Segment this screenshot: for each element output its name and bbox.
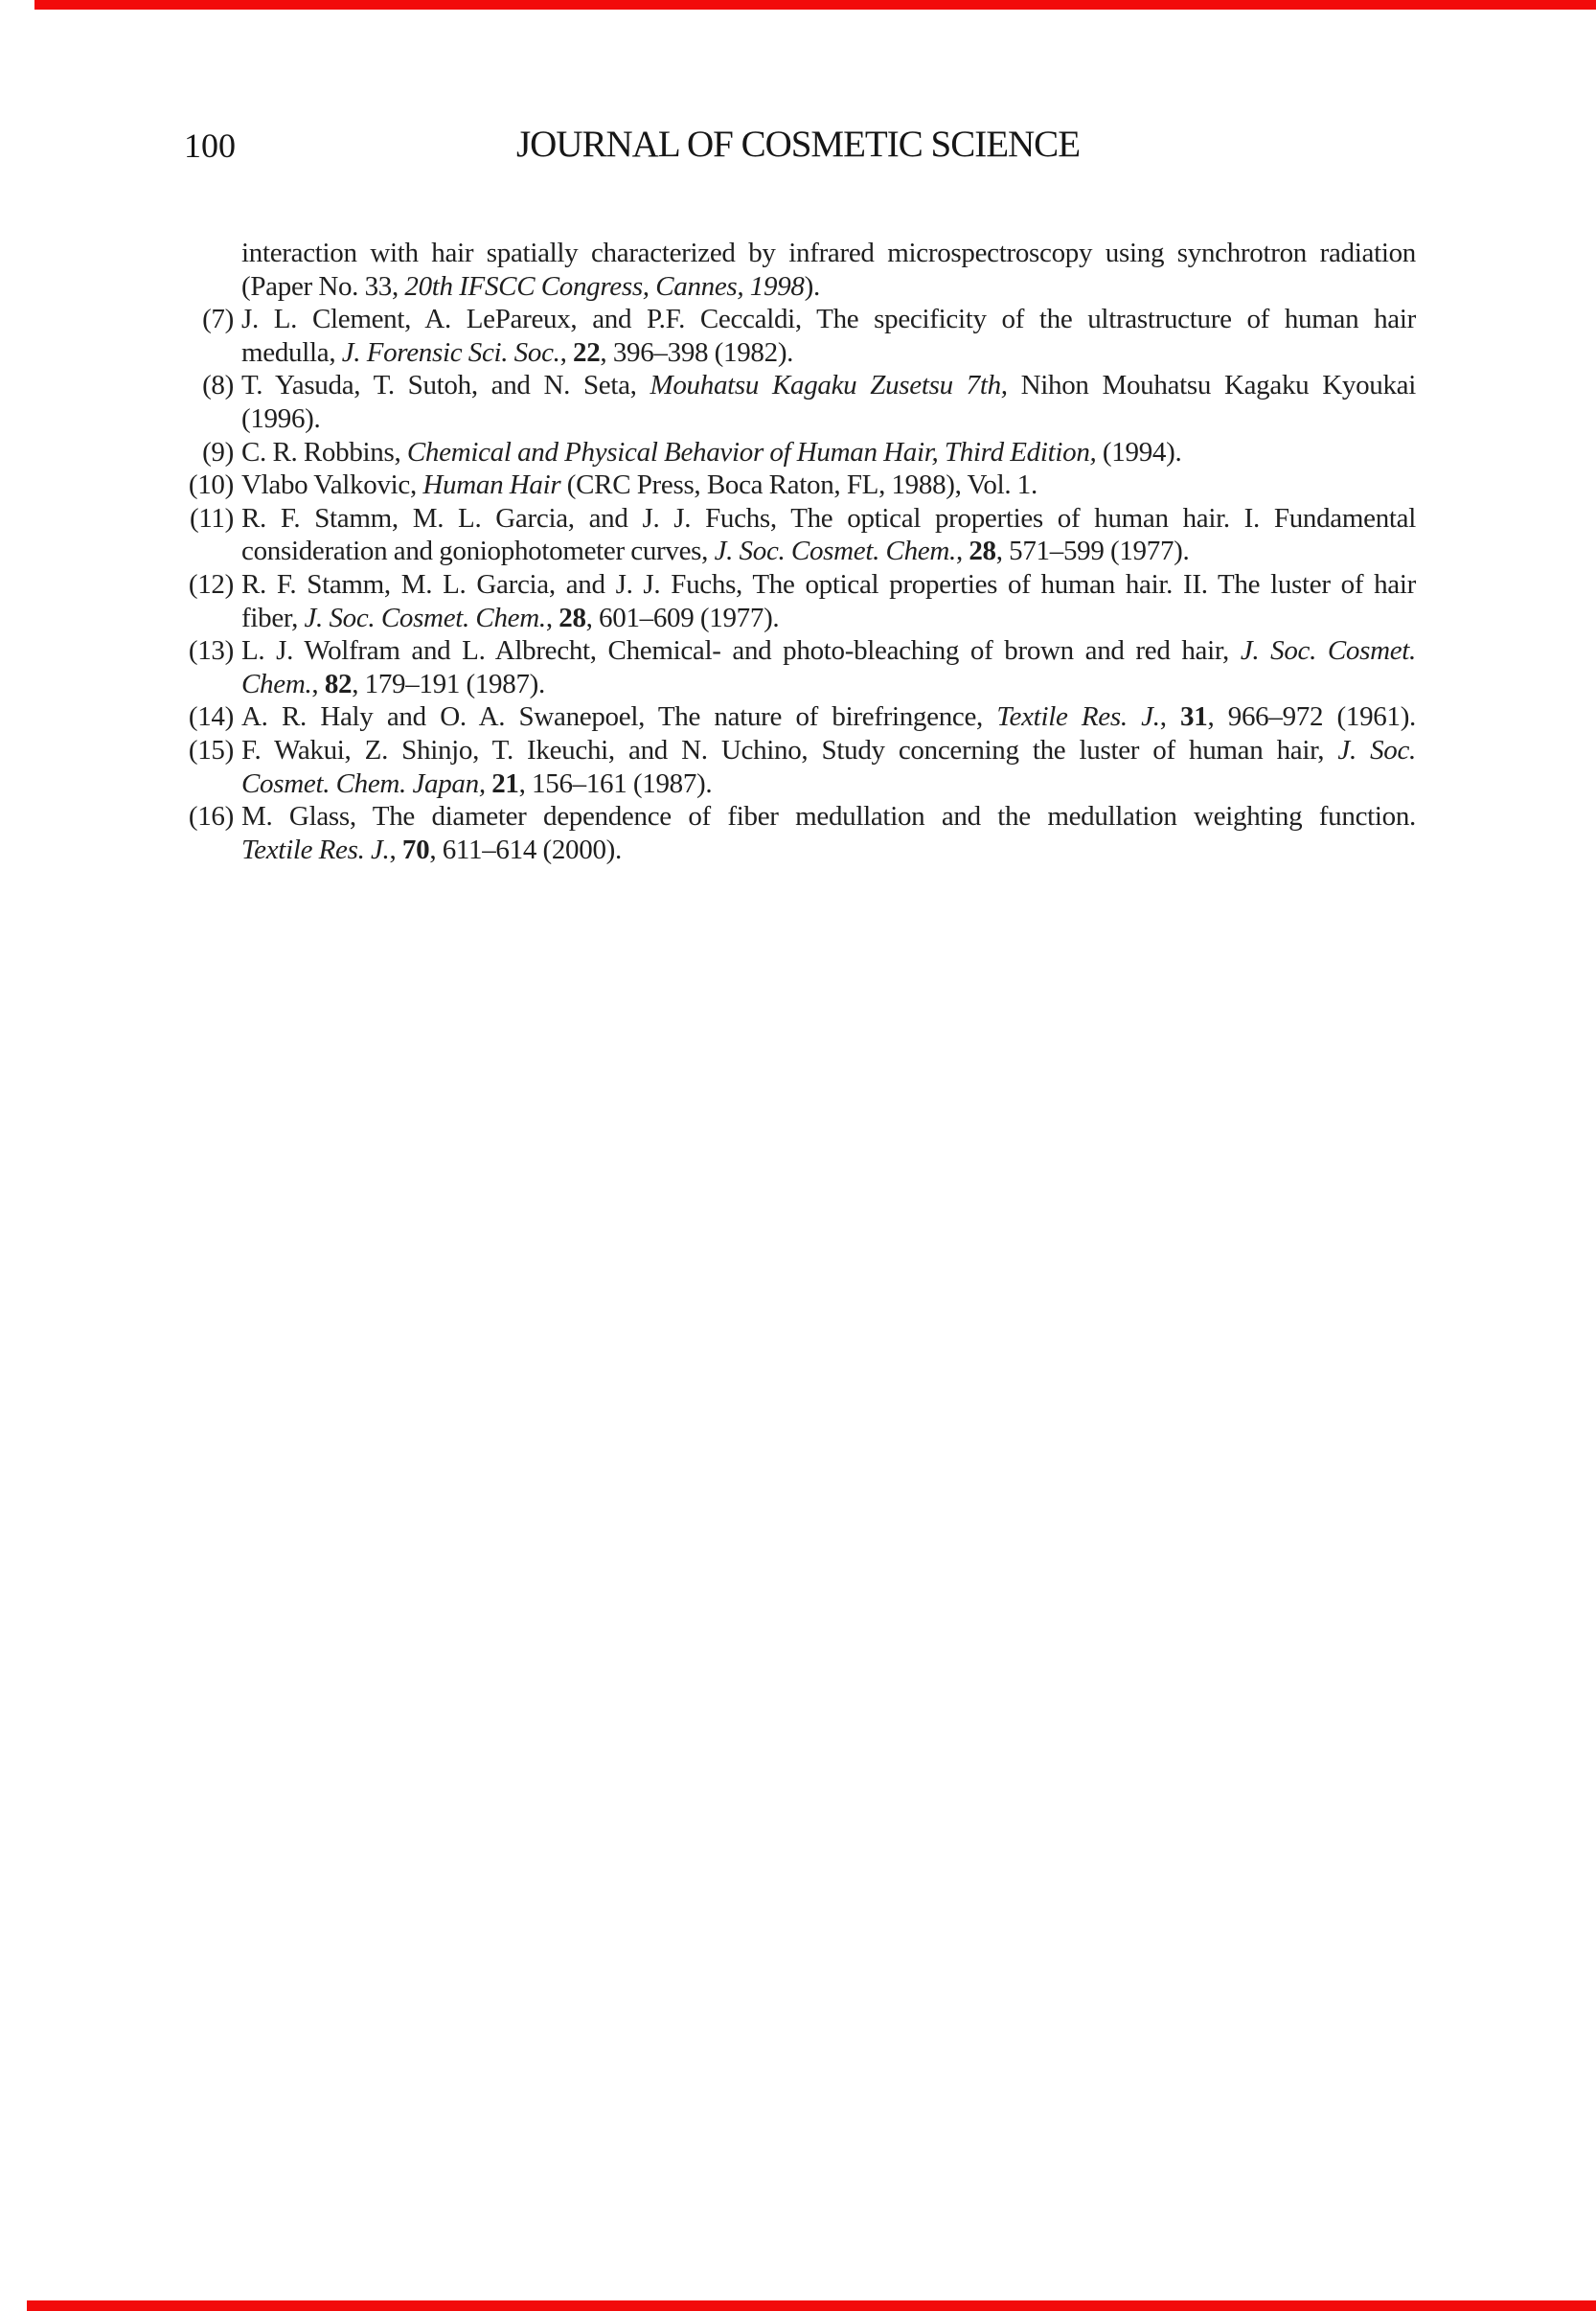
reference-content bbox=[241, 303, 1416, 369]
reference-text-segment: (Paper No. 33, bbox=[241, 270, 405, 302]
reference-text-segment: J. Soc. Cosmet. Chem. bbox=[304, 602, 546, 633]
reference-text-segment: 21 bbox=[491, 767, 519, 799]
reference-text-segment: J. L. Clement, A. LePareux, and P.F. Ceccaldi, The specificity of the ultrastructure of human hair bbox=[241, 304, 1416, 335]
reference-text-segment: , 571–599 (1977). bbox=[995, 536, 1190, 567]
reference-text-segment: Textile Res. J. bbox=[996, 701, 1160, 733]
reference-line bbox=[241, 767, 1416, 801]
reference-text-segment: , bbox=[1159, 701, 1181, 733]
reference-line bbox=[241, 402, 1416, 436]
reference-content bbox=[241, 568, 1416, 634]
reference-text-segment: , bbox=[545, 602, 559, 633]
reference-text-segment: 70 bbox=[401, 834, 430, 865]
reference-line bbox=[241, 336, 1416, 370]
reference-line bbox=[241, 502, 1416, 536]
reference-text-segment: Human Hair bbox=[422, 469, 561, 501]
reference-text-segment: , 179–191 (1987). bbox=[352, 668, 545, 699]
reference-text-segment: J. Soc. bbox=[1337, 734, 1416, 766]
reference-label: (12) bbox=[188, 568, 234, 600]
reference-text-segment: consideration and goniophotometer curves, bbox=[241, 536, 715, 567]
reference-content bbox=[241, 502, 1416, 568]
scan-edge-artifact-bottom bbox=[27, 2300, 1596, 2311]
reference-line bbox=[241, 834, 1416, 867]
reference-label: (8) bbox=[202, 370, 234, 401]
reference-label: (9) bbox=[202, 436, 234, 468]
reference-line bbox=[241, 734, 1416, 767]
reference-text-segment: fiber, bbox=[241, 602, 305, 633]
reference-item bbox=[178, 436, 1416, 469]
reference-text-segment: T. Yasuda, T. Sutoh, and N. Seta, bbox=[241, 370, 650, 401]
reference-content bbox=[241, 436, 1416, 469]
reference-label: (10) bbox=[188, 469, 234, 501]
page-number: 100 bbox=[184, 126, 236, 165]
reference-text-segment: , bbox=[955, 536, 969, 567]
reference-line bbox=[241, 634, 1416, 668]
reference-line bbox=[241, 369, 1416, 402]
reference-text-segment: 22 bbox=[573, 336, 601, 368]
reference-content bbox=[241, 237, 1416, 303]
reference-text-segment: M. Glass, The diameter dependence of fiber medullation and the medullation weighting function. bbox=[241, 801, 1416, 833]
reference-content bbox=[241, 634, 1416, 700]
reference-text-segment: Textile Res. J. bbox=[241, 834, 390, 865]
reference-text-segment: , bbox=[311, 668, 325, 699]
reference-line bbox=[241, 535, 1416, 568]
reference-text-segment: , 601–609 (1977). bbox=[585, 602, 780, 633]
reference-text-segment: Mouhatsu Kagaku Zusetsu 7th, bbox=[650, 370, 1008, 401]
reference-text-segment: , bbox=[389, 834, 402, 865]
reference-content bbox=[241, 700, 1416, 734]
reference-text-segment: F. Wakui, Z. Shinjo, T. Ikeuchi, and N. Uchino, Study concerning the luster of human hair, bbox=[241, 734, 1338, 766]
reference-label: (13) bbox=[188, 635, 234, 667]
reference-text-segment: L. J. Wolfram and L. Albrecht, Chemical- and photo-bleaching of brown and red hair, bbox=[241, 635, 1241, 667]
reference-label: (16) bbox=[188, 801, 234, 833]
reference-item bbox=[178, 502, 1416, 568]
reference-text-segment: Chem. bbox=[241, 668, 312, 699]
reference-item bbox=[178, 469, 1416, 502]
reference-text-segment: (1996). bbox=[241, 402, 321, 434]
reference-text-segment: R. F. Stamm, M. L. Garcia, and J. J. Fuchs, The optical properties of human hair. II. The luster of hair bbox=[241, 568, 1416, 600]
reference-text-segment: Cosmet. Chem. Japan, bbox=[241, 767, 486, 799]
journal-title: JOURNAL OF COSMETIC SCIENCE bbox=[515, 124, 1081, 165]
reference-text-segment: 82 bbox=[324, 668, 353, 699]
reference-text-segment: , 611–614 (2000). bbox=[429, 834, 622, 865]
reference-text-segment: (CRC Press, Boca Raton, FL, 1988), Vol. 1. bbox=[560, 469, 1037, 501]
reference-text-segment: Chemical and Physical Behavior of Human Hair, Third Edition, bbox=[406, 436, 1097, 468]
reference-text-segment: ). bbox=[804, 270, 820, 302]
reference-content bbox=[241, 469, 1416, 502]
reference-text-segment: 31 bbox=[1180, 701, 1208, 733]
reference-line bbox=[241, 800, 1416, 834]
reference-item bbox=[178, 237, 1416, 303]
reference-item bbox=[178, 369, 1416, 435]
reference-text-segment: C. R. Robbins, bbox=[241, 436, 407, 468]
reference-line bbox=[241, 700, 1416, 734]
reference-item bbox=[178, 700, 1416, 734]
reference-label: (14) bbox=[188, 701, 234, 733]
reference-content bbox=[241, 369, 1416, 435]
reference-label: (11) bbox=[189, 502, 234, 534]
reference-text-segment: A. R. Haly and O. A. Swanepoel, The nature of birefringence, bbox=[241, 701, 997, 733]
reference-list bbox=[178, 237, 1416, 866]
reference-label: (7) bbox=[202, 304, 234, 335]
reference-content bbox=[241, 734, 1416, 800]
reference-text-segment: Vlabo Valkovic, bbox=[241, 469, 423, 501]
reference-line bbox=[241, 237, 1416, 270]
reference-text-segment: 28 bbox=[559, 602, 586, 633]
reference-line bbox=[241, 270, 1416, 304]
reference-text-segment: , 396–398 (1982). bbox=[600, 336, 794, 368]
reference-text-segment: R. F. Stamm, M. L. Garcia, and J. J. Fuchs, The optical properties of human hair. I. Fundamental bbox=[241, 502, 1416, 534]
reference-label: (15) bbox=[188, 734, 234, 766]
reference-text-segment: 20th IFSCC Congress, Cannes, 1998 bbox=[404, 270, 805, 302]
reference-line bbox=[241, 602, 1416, 635]
reference-text-segment: , 156–161 (1987). bbox=[518, 767, 713, 799]
scan-edge-artifact-top bbox=[34, 0, 1596, 10]
reference-item bbox=[178, 303, 1416, 369]
reference-line bbox=[241, 568, 1416, 602]
reference-text-segment: J. Forensic Sci. Soc. bbox=[341, 336, 560, 368]
reference-text-segment: J. Soc. Cosmet. bbox=[1240, 635, 1416, 667]
reference-text-segment: medulla, bbox=[241, 336, 342, 368]
reference-text-segment: Nihon Mouhatsu Kagaku Kyoukai bbox=[1007, 370, 1416, 401]
reference-line bbox=[241, 303, 1416, 336]
reference-content bbox=[241, 800, 1416, 866]
reference-text-segment: 28 bbox=[969, 536, 996, 567]
reference-line bbox=[241, 469, 1416, 502]
reference-item bbox=[178, 634, 1416, 700]
reference-line bbox=[241, 668, 1416, 701]
reference-text-segment: interaction with hair spatially characterized by infrared microspectroscopy using synchrotron radiation bbox=[241, 238, 1416, 268]
reference-item bbox=[178, 734, 1416, 800]
reference-text-segment: , 966–972 (1961). bbox=[1207, 701, 1417, 733]
reference-item bbox=[178, 800, 1416, 866]
reference-text-segment: (1994). bbox=[1096, 436, 1182, 468]
reference-line bbox=[241, 436, 1416, 469]
reference-text-segment: J. Soc. Cosmet. Chem. bbox=[714, 536, 956, 567]
reference-text-segment: , bbox=[559, 336, 574, 368]
reference-item bbox=[178, 568, 1416, 634]
